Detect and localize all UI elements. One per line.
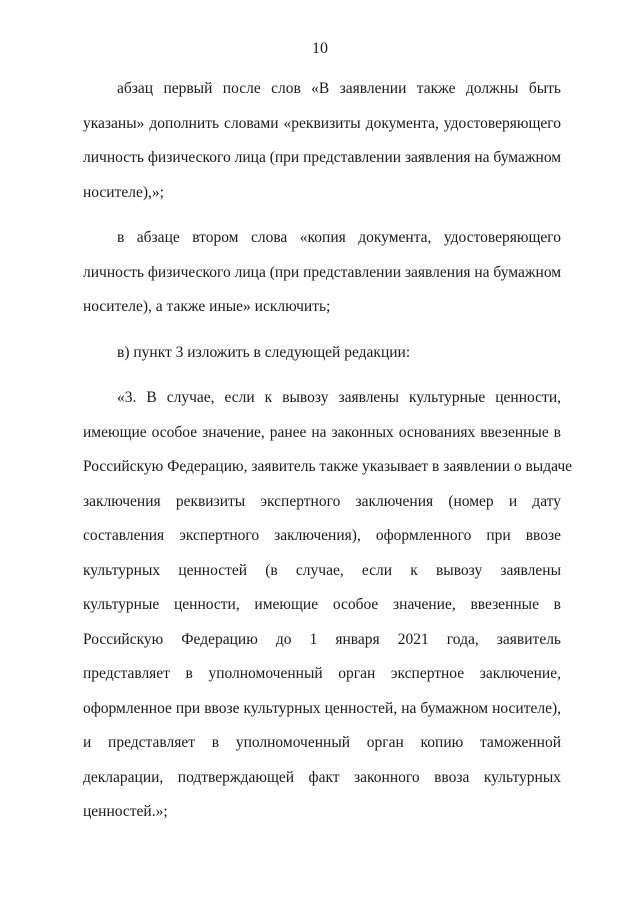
document-body xyxy=(83,72,573,841)
paragraph-item-v-intro xyxy=(83,336,561,371)
paragraph-amendment-second-abzats xyxy=(83,221,561,325)
text-line: носителе),»; xyxy=(83,183,164,201)
text-line: декларации, подтверждающей факт законного ввоза культурных xyxy=(83,768,561,786)
text-line: указаны» дополнить словами «реквизиты документа, удостоверяющего xyxy=(83,114,561,132)
page-number: 10 xyxy=(312,40,328,57)
text-line: носителе), а также иные» исключить; xyxy=(83,298,331,315)
text-line: представляет в уполномоченный орган экспертное заключение, xyxy=(83,665,561,682)
text-line: Российскую Федерацию до 1 января 2021 года, заявитель xyxy=(83,630,561,648)
paragraph-point-3-text xyxy=(83,381,573,830)
text-line: заключения реквизиты экспертного заключения (номер и дату xyxy=(83,492,561,510)
text-line: оформленное при ввозе культурных ценностей, на бумажном носителе), xyxy=(83,699,561,717)
text-line: культурные ценности, имеющие особое значение, ввезенные в xyxy=(83,596,561,613)
text-line: и представляет в уполномоченный орган копию таможенной xyxy=(83,734,561,751)
text-line: Российскую Федерацию, заявитель также указывает в заявлении о выдаче xyxy=(83,458,573,475)
text-line: абзац первый после слов «В заявлении также должны быть xyxy=(117,80,561,97)
text-line: личность физического лица (при представлении заявления на бумажном xyxy=(83,149,562,166)
text-line: в абзаце втором слова «копия документа, удостоверяющего xyxy=(117,229,561,246)
text-line: культурных ценностей (в случае, если к вывозу заявлены xyxy=(83,561,561,579)
text-line: личность физического лица (при представлении заявления на бумажном xyxy=(83,263,562,281)
text-line: ценностей.»; xyxy=(83,803,168,820)
text-line: «3. В случае, если к вывозу заявлены культурные ценности, xyxy=(117,389,561,406)
text-line: в) пункт 3 изложить в следующей редакции: xyxy=(117,343,411,361)
text-line: составления экспертного заключения), оформленного при ввозе xyxy=(83,527,561,544)
text-line: имеющие особое значение, ранее на законных основаниях ввезенные в xyxy=(83,423,561,441)
paragraph-amendment-first-abzats xyxy=(83,72,561,210)
